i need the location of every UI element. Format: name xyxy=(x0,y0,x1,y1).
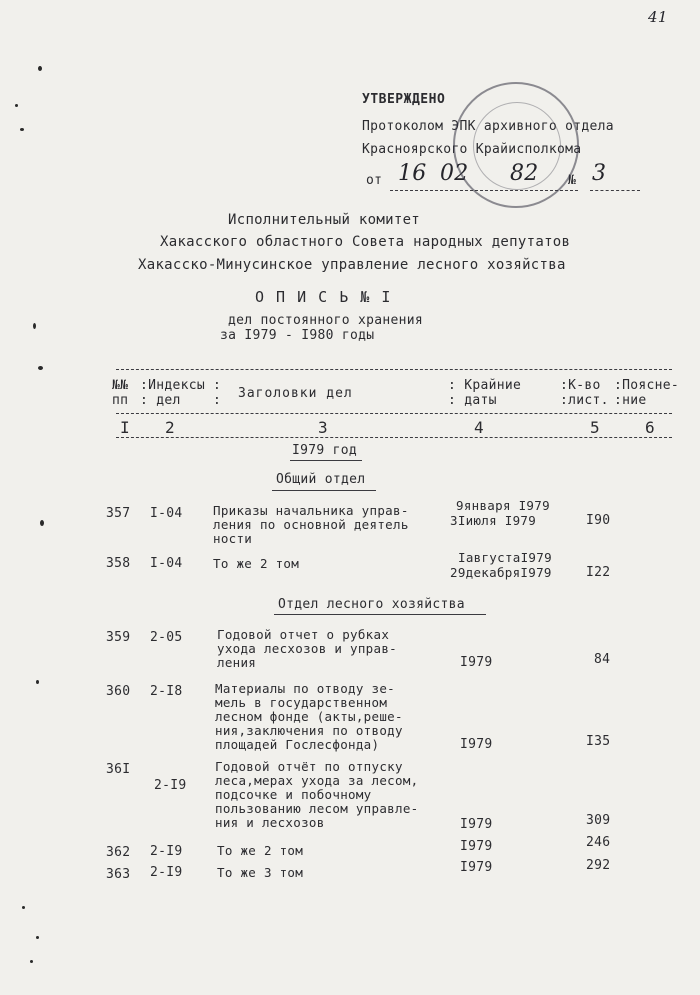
row-title-line: Материалы по отводу зе- xyxy=(215,681,395,696)
col-notes-header-2: :ние xyxy=(614,393,647,408)
row-num: 360 xyxy=(106,684,131,699)
row-date-line: IавгустаI979 xyxy=(458,550,552,565)
binding-speck xyxy=(22,906,25,909)
row-title-line: ления xyxy=(217,655,257,670)
number-underline xyxy=(590,190,640,191)
row-num: 363 xyxy=(106,867,131,882)
page-number: 41 xyxy=(648,8,668,26)
col-number-6: 6 xyxy=(645,418,655,437)
row-sheets: 84 xyxy=(594,652,611,667)
inventory-subtitle-2: за I979 - I980 годы xyxy=(220,328,375,343)
row-title-line: подсочке и побочному xyxy=(215,787,372,802)
row-date-line: 9января I979 xyxy=(456,498,550,513)
row-sheets: I35 xyxy=(586,734,611,749)
table-top-rule xyxy=(116,369,672,370)
header-line-1: Исполнительный комитет xyxy=(228,212,421,228)
binding-speck xyxy=(36,936,39,939)
row-title-line: ности xyxy=(213,531,253,546)
row-date-line: I979 xyxy=(460,860,493,875)
table-col-number-rule xyxy=(116,437,672,438)
row-title-line: То же 3 том xyxy=(217,865,304,880)
approval-number-prefix: № xyxy=(568,173,577,188)
col-index-colon-1: : xyxy=(213,378,222,393)
row-title-line: Годовой отчет о рубках xyxy=(217,627,390,642)
col-number-3: 3 xyxy=(318,418,328,437)
col-index-header-2: : дел xyxy=(140,393,181,408)
col-index-header-1: :Индексы xyxy=(140,378,206,393)
table-header-rule xyxy=(116,413,672,414)
header-line-2: Хакасского областного Совета народных депутатов xyxy=(160,234,571,250)
year-heading-underline xyxy=(290,460,362,461)
row-title-line: Годовой отчёт по отпуску xyxy=(215,759,403,774)
row-index: 2-I8 xyxy=(150,684,183,699)
section-heading-underline xyxy=(272,490,376,491)
archive-stamp-inner-ring xyxy=(473,102,561,190)
binding-speck xyxy=(30,960,33,963)
row-sheets: 309 xyxy=(586,813,611,828)
row-title-line: Приказы начальника управ- xyxy=(213,503,409,518)
binding-speck xyxy=(15,104,18,107)
row-sheets: 292 xyxy=(586,858,611,873)
row-num: 358 xyxy=(106,556,131,571)
col-num-header-2: пп xyxy=(112,393,129,408)
row-title-line: леса,мерах ухода за лесом, xyxy=(215,773,419,788)
col-sheets-header-1: :К-во xyxy=(560,378,601,393)
col-num-header-1: №№ xyxy=(112,378,129,393)
approval-line-2: Красноярского Крайисполкома xyxy=(362,142,582,157)
section-heading: Общий отдел xyxy=(276,472,366,487)
col-dates-header-1: : Крайние xyxy=(448,378,522,393)
approval-number: 3 xyxy=(592,161,607,186)
row-title-line: лесном фонде (акты,реше- xyxy=(215,709,403,724)
row-index: 2-I9 xyxy=(150,865,183,880)
row-title-line: ления по основной деятель xyxy=(213,517,409,532)
section-heading: Отдел лесного хозяйства xyxy=(278,597,465,612)
row-num: 357 xyxy=(106,506,131,521)
row-sheets: 246 xyxy=(586,835,611,850)
year-heading: I979 год xyxy=(292,443,358,458)
binding-speck xyxy=(33,323,36,329)
approval-date-month: 02 xyxy=(440,161,469,186)
row-title-line: мель в государственном xyxy=(215,695,388,710)
row-num: 36I xyxy=(106,762,131,777)
col-title-header: Заголовки дел xyxy=(238,386,353,401)
row-index: I-04 xyxy=(150,556,183,571)
row-date-line: 3Iиюля I979 xyxy=(450,513,537,528)
col-sheets-header-2: :лист. xyxy=(560,393,609,408)
row-title-line: ния и лесхозов xyxy=(215,815,325,830)
row-date-line: 29декабряI979 xyxy=(450,565,552,580)
row-date-line: I979 xyxy=(460,737,493,752)
approval-date-day: 16 xyxy=(398,161,427,186)
row-sheets: I90 xyxy=(586,513,611,528)
binding-speck xyxy=(36,680,39,684)
row-index: 2-I9 xyxy=(150,844,183,859)
row-sheets: I22 xyxy=(586,565,611,580)
col-dates-header-2: : даты xyxy=(448,393,497,408)
binding-speck xyxy=(20,128,24,131)
header-line-3: Хакасско-Минусинское управление лесного хозяйства xyxy=(138,257,566,273)
row-date-line: I979 xyxy=(460,839,493,854)
approval-date-year: 82 xyxy=(510,161,539,186)
row-date-line: I979 xyxy=(460,817,493,832)
col-number-4: 4 xyxy=(474,418,484,437)
approval-title: УТВЕРЖДЕНО xyxy=(362,92,446,107)
binding-speck xyxy=(38,366,43,370)
row-num: 359 xyxy=(106,630,131,645)
row-date-line: I979 xyxy=(460,655,493,670)
col-number-1: I xyxy=(120,418,130,437)
row-index: 2-I9 xyxy=(154,778,187,793)
archive-stamp xyxy=(453,82,579,208)
row-title-line: То же 2 том xyxy=(213,556,300,571)
approval-date-prefix: от xyxy=(366,173,383,188)
row-title-line: ухода лесхозов и управ- xyxy=(217,641,397,656)
col-number-2: 2 xyxy=(165,418,175,437)
row-title-line: площадей Гослесфонда) xyxy=(215,737,380,752)
section-heading-underline xyxy=(274,614,486,615)
binding-speck xyxy=(40,520,44,526)
row-num: 362 xyxy=(106,845,131,860)
col-number-5: 5 xyxy=(590,418,600,437)
inventory-subtitle-1: дел постоянного хранения xyxy=(228,313,424,328)
col-notes-header-1: :Поясне- xyxy=(614,378,680,393)
row-index: 2-05 xyxy=(150,630,183,645)
col-index-colon-2: : xyxy=(213,393,222,408)
row-title-line: ния,заключения по отводу xyxy=(215,723,403,738)
approval-line-1: Протоколом ЭПК архивного отдела xyxy=(362,119,614,134)
row-index: I-04 xyxy=(150,506,183,521)
row-title-line: пользованию лесом управле- xyxy=(215,801,419,816)
binding-speck xyxy=(38,66,42,71)
inventory-title: О П И С Ь № I xyxy=(255,288,392,306)
row-title-line: То же 2 том xyxy=(217,843,304,858)
